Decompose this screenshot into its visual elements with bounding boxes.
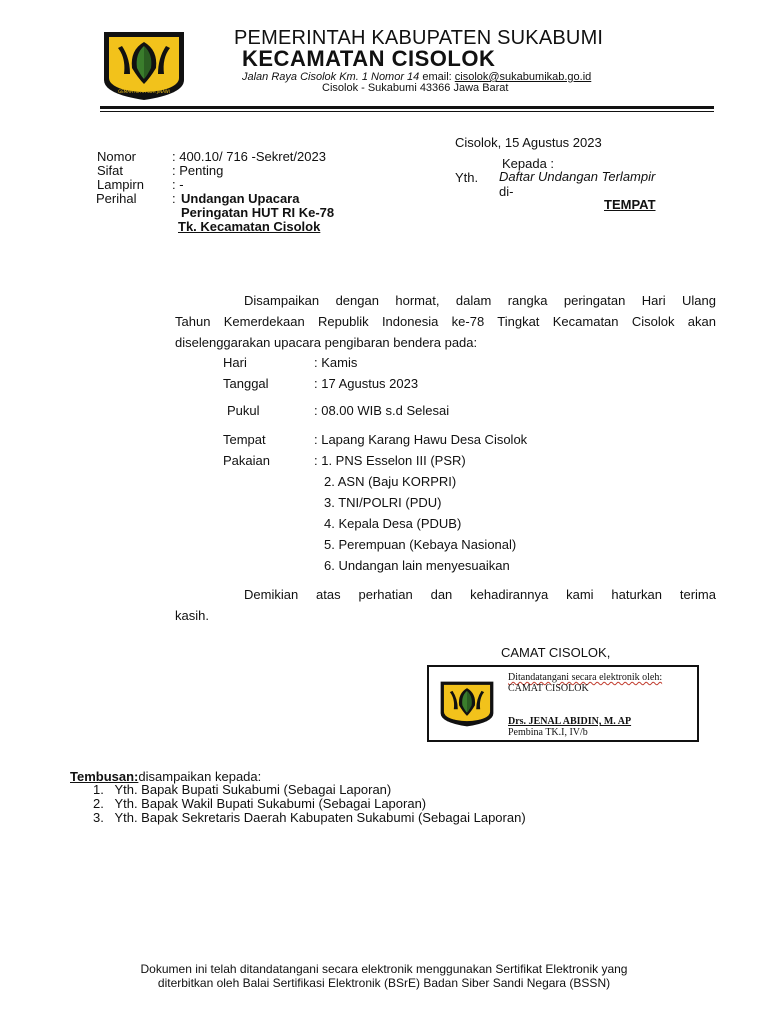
detail-value-pukul: : 08.00 WIB s.d Selesai <box>314 403 450 418</box>
email-label: email: <box>419 71 455 83</box>
district-name: KECAMATAN CISOLOK <box>242 46 496 71</box>
tembusan-item: 1. Yth. Bapak Bupati Sukabumi (Sebagai Laporan) <box>93 782 392 797</box>
detail-value-tanggal: : 17 Agustus 2023 <box>314 376 419 391</box>
signatory-name: Drs. JENAL ABIDIN, M. AP <box>508 716 632 727</box>
perihal-label: Perihal <box>96 191 137 206</box>
perihal-line2: Peringatan HUT RI Ke-78 <box>181 205 335 220</box>
detail-label-pukul: Pukul <box>227 403 260 418</box>
city-line: Cisolok - Sukabumi 43366 Jawa Barat <box>322 82 509 94</box>
government-name: PEMERINTAH KABUPATEN SUKABUMI <box>234 27 604 49</box>
recipient-place: TEMPAT <box>604 197 656 212</box>
attire-item: 4. Kepala Desa (PDUB) <box>324 516 462 531</box>
nomor-label: Nomor <box>97 149 137 164</box>
attire-item: 6. Undangan lain menyesuaikan <box>324 558 510 573</box>
signatory-rank: Pembina TK.I, IV/b <box>508 727 588 738</box>
kepada-label: Kepada : <box>502 156 555 171</box>
header-rule-thin <box>100 111 714 112</box>
email-link[interactable]: cisolok@sukabumikab.go.id <box>454 71 592 83</box>
detail-label-hari: Hari <box>223 355 247 370</box>
opening-line-1: Disampaikan dengan hormat, dalam rangka peringatan Hari Ulang <box>244 293 716 308</box>
yth-label: Yth. <box>455 170 479 185</box>
logo-motto: GEMAH RIPAH LOH JINAWI <box>118 89 170 94</box>
tembusan-item: 3. Yth. Bapak Sekretaris Daerah Kabupaten Sukabumi (Sebagai Laporan) <box>93 810 526 825</box>
closing-line-1: Demikian atas perhatian dan kehadirannya kami haturkan terima <box>244 587 716 602</box>
attire-item: 5. Perempuan (Kebaya Nasional) <box>324 537 517 552</box>
detail-label-tempat: Tempat <box>223 432 266 447</box>
perihal-colon: : <box>172 191 176 206</box>
sifat-label: Sifat <box>97 163 124 178</box>
perihal-line3: Tk. Kecamatan Cisolok <box>178 219 321 234</box>
attire-item: 3. TNI/POLRI (PDU) <box>324 495 442 510</box>
signatory-title: CAMAT CISOLOK, <box>501 645 611 660</box>
signed-by-text: CAMAT CISOLOK <box>508 683 589 694</box>
signed-text: Ditandatangani secara elektronik oleh: <box>508 672 663 683</box>
footer-line-1: Dokumen ini telah ditandatangani secara elektronik menggunakan Sertifikat Elektronik yang <box>140 962 628 976</box>
detail-label-pakaian: Pakaian <box>223 453 270 468</box>
di-label: di- <box>499 184 514 199</box>
closing-paragraph <box>175 584 716 626</box>
detail-value-pakaian: : 1. PNS Esselon III (PSR) <box>314 453 466 468</box>
tembusan-item: 2. Yth. Bapak Wakil Bupati Sukabumi (Sebagai Laporan) <box>93 796 427 811</box>
tembusan-label: Tembusan: <box>70 769 139 784</box>
attire-item: 2. ASN (Baju KORPRI) <box>324 474 457 489</box>
closing-line-2: kasih. <box>175 608 209 623</box>
street-address: Jalan Raya Cisolok Km. 1 Nomor 14 <box>242 71 420 83</box>
opening-line-2: Tahun Kemerdekaan Republik Indonesia ke-78 Tingkat Kecamatan Cisolok akan <box>175 314 716 329</box>
electronic-signature-box <box>427 665 699 742</box>
lampiran-value: : - <box>172 177 184 192</box>
header-rule-thick <box>100 106 714 109</box>
letter-date: Cisolok, 15 Agustus 2023 <box>455 135 602 150</box>
opening-line-3: diselenggarakan upacara pengibaran bendera pada: <box>175 335 478 350</box>
signed-electronically-text <box>508 672 662 683</box>
sifat-value: : Penting <box>172 163 224 178</box>
nomor-value: : 400.10/ 716 -Sekret/2023 <box>172 149 326 164</box>
detail-label-tanggal: Tanggal <box>223 376 269 391</box>
opening-paragraph <box>175 290 716 353</box>
regency-emblem-icon <box>100 28 188 104</box>
signature-emblem-icon <box>438 676 496 732</box>
lampiran-label: Lampirn <box>97 177 144 192</box>
perihal-line1: Undangan Upacara <box>181 191 300 206</box>
footer-line-2: diterbitkan oleh Balai Sertifikasi Elektronik (BSrE) Badan Siber Sandi Negara (BSSN) <box>157 976 611 990</box>
detail-value-hari: : Kamis <box>314 355 358 370</box>
recipient-name: Daftar Undangan Terlampir <box>499 169 656 184</box>
tembusan-intro: disampaikan kepada: <box>138 769 262 784</box>
detail-value-tempat: : Lapang Karang Hawu Desa Cisolok <box>314 432 528 447</box>
